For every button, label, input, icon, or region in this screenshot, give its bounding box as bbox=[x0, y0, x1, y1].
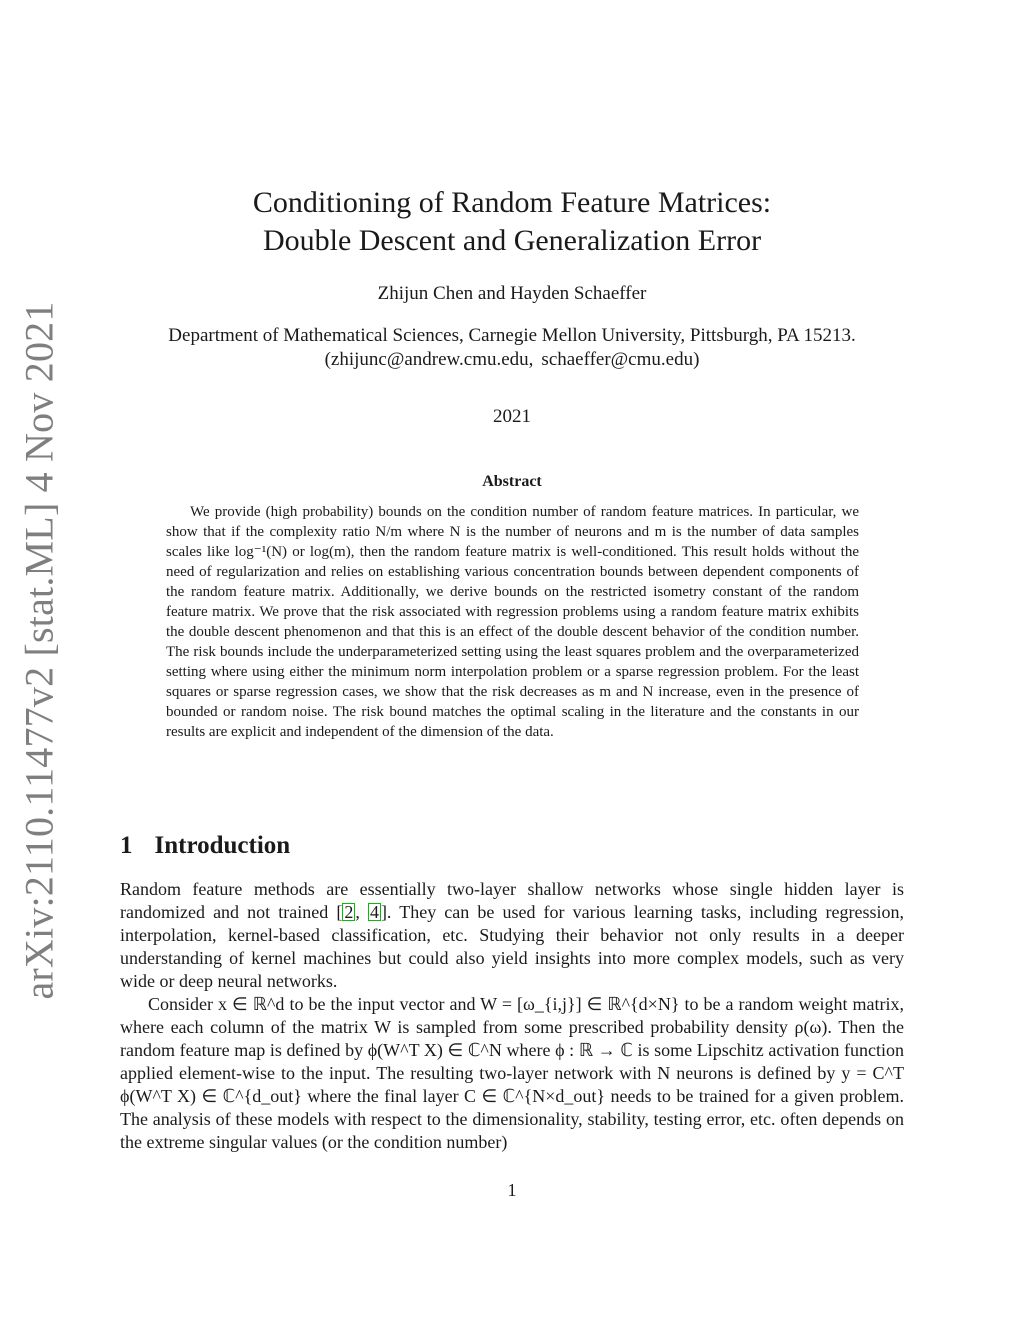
section-heading-introduction bbox=[120, 832, 290, 860]
email-1: (zhijunc@andrew.cmu.edu, bbox=[324, 349, 534, 370]
page-number: 1 bbox=[507, 1180, 517, 1200]
intro-paragraph-2: Consider x ∈ ℝ^d to be the input vector and W = [ω_{i,j}] ∈ ℝ^{d×N} to be a random weight matrix, where each column of the matrix W is sampled from some prescribed probability density ρ(ω). Then the random feature map is defined by ϕ(W^T X) ∈ ℂ^N where ϕ : ℝ → ℂ is some Lipschitz activation function applied element-wise to the input. The resulting two-layer network with N neurons is defined by y = C^T ϕ(W^T X) ∈ ℂ^{d_out} where the final layer C ∈ ℂ^{N×d_out} needs to be trained for a given problem. The analysis of these models with respect to the dimensionality, stability, testing error, etc. often depends on the extreme singular values (or the condition number) bbox=[120, 994, 904, 1152]
paper-title bbox=[120, 184, 904, 260]
arxiv-identifier-text: arXiv:2110.11477v2 [stat.ML] 4 Nov 2021 bbox=[16, 300, 62, 1000]
affiliation bbox=[110, 324, 914, 372]
section-title: Introduction bbox=[154, 832, 291, 859]
paragraph-1-text-after-citation: ]. They can be used for various learning tasks, including regression, interpolation, kernel-based classification, etc. Studying their behavior not only results in a deeper understanding of kernel machines but could also yield insights into more complex models, such as very wide or deep neural networks. bbox=[120, 902, 904, 991]
citation-separator: , bbox=[355, 902, 368, 922]
abstract-heading: Abstract bbox=[482, 473, 542, 490]
authors: Zhijun Chen and Hayden Schaeffer bbox=[377, 283, 647, 304]
arxiv-identifier-stamp bbox=[14, 300, 64, 1000]
abstract-text: We provide (high probability) bounds on the condition number of random feature matrices. In particular, we show that if the complexity ratio N/m where N is the number of neurons and m is the number of data samples scales like log⁻¹(N) or log(m), then the random feature matrix is well-conditioned. This result holds without the need of regularization and relies on establishing various concentration bounds between dependent components of the random feature matrix. Additionally, we derive bounds on the restricted isometry constant of the random feature matrix. We prove that the risk associated with regression problems using a random feature matrix exhibits the double descent phenomenon and that this is an effect of the double descent behavior of the condition number. The risk bounds include the underparameterized setting using the least squares problem and the overparameterized setting where using either the minimum norm interpolation problem or a sparse regression problem. For the least squares or sparse regression cases, we show that the risk decreases as m and N increase, even in the presence of bounded or random noise. The risk bound matches the optimal scaling in the literature and the constants in our results are explicit and independent of the dimension of the data. bbox=[166, 504, 859, 740]
citation-link-2[interactable]: 2 bbox=[344, 902, 354, 922]
title-line-1: Conditioning of Random Feature Matrices: bbox=[252, 186, 772, 219]
intro-paragraph-1 bbox=[120, 878, 904, 993]
section-number: 1 bbox=[120, 832, 133, 859]
author-emails bbox=[110, 348, 914, 372]
title-line-2: Double Descent and Generalization Error bbox=[262, 224, 762, 257]
email-2: schaeffer@cmu.edu) bbox=[541, 349, 700, 370]
citation-link-4[interactable]: 4 bbox=[369, 902, 379, 922]
paragraph-1-text-before-citation: Random feature methods are essentially two-layer shallow networks whose single hidden layer is randomized and not trained [ bbox=[120, 879, 904, 922]
publication-year: 2021 bbox=[493, 406, 531, 427]
affiliation-line: Department of Mathematical Sciences, Carnegie Mellon University, Pittsburgh, PA 15213. bbox=[168, 325, 856, 346]
